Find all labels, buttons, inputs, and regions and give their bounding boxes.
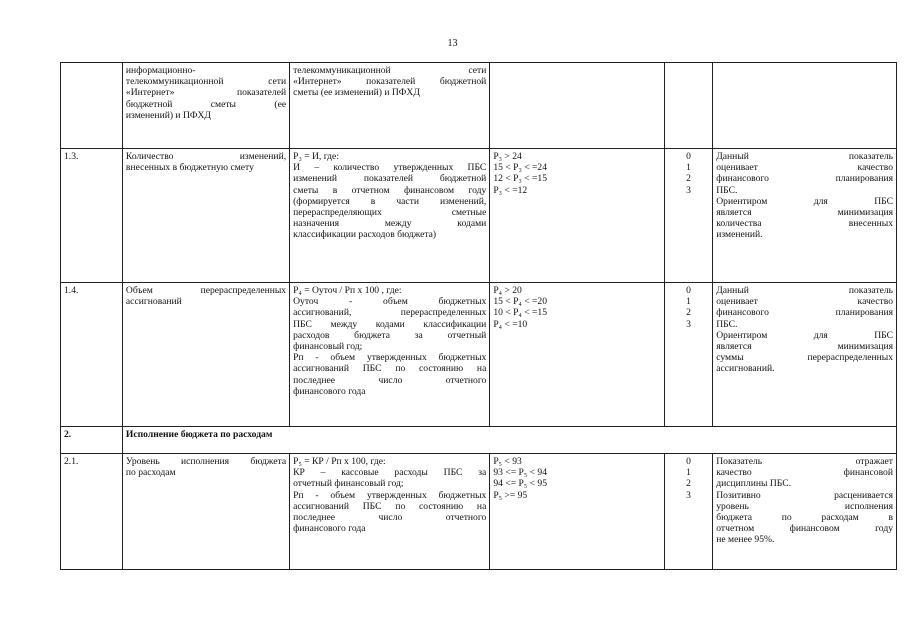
text-line: Позитивно расценивается <box>716 489 893 501</box>
section-header-row <box>61 427 897 454</box>
indicator-name-cell <box>122 454 289 570</box>
note-cell <box>713 454 897 570</box>
text-line: «Интернет» показателей бюджетной <box>293 76 487 88</box>
text-line: ассигнований ПБС по состоянию на <box>293 363 487 375</box>
text-line: не менее 95%. <box>716 534 775 546</box>
text-line: финансового планирования <box>716 307 893 319</box>
text-line: P₃ = И, где: <box>293 151 339 162</box>
text-line: P₅ < 93 <box>493 456 522 467</box>
text-line: классификации расходов бюджета) <box>293 229 437 241</box>
text-line: КР – кассовые расходы ПБС за <box>293 467 487 479</box>
text-line: Ориентиром для ПБС <box>716 195 893 207</box>
score-cell <box>664 283 713 427</box>
text-line: P₃ > 24 <box>493 151 522 162</box>
text-line: дисциплины ПБС. <box>716 478 791 490</box>
text-line: оценивает качество <box>716 162 893 174</box>
note-cell <box>713 63 897 149</box>
score-value: 3 <box>686 318 691 330</box>
text-line: внесенных в бюджетную смету <box>125 162 254 174</box>
table-row-1-4 <box>61 283 897 427</box>
text-line: ассигнований. <box>716 363 775 375</box>
text-line: P₄ = Оуточ / Рп х 100 , где: <box>293 285 402 296</box>
text-line: является минимизация <box>716 207 893 219</box>
section-number-cell: 2. <box>61 427 123 454</box>
table-row-1-3 <box>61 149 897 283</box>
score-value: 0 <box>686 456 691 467</box>
text-line: последнее число отчетного <box>293 374 487 386</box>
text-line: отчетном финансовом году <box>716 523 893 535</box>
text-line: P₃ < =12 <box>493 184 528 196</box>
text-line: назначения между кодами <box>293 218 487 230</box>
table-row-2-1 <box>61 454 897 570</box>
note-cell <box>713 149 897 283</box>
score-value: 0 <box>686 285 691 296</box>
text-line: Данный показатель <box>716 151 893 162</box>
text-line: 15 < P₃ < =24 <box>493 162 548 174</box>
text-line: уровень исполнения <box>716 500 893 512</box>
text-line: суммы перераспределенных <box>716 352 893 364</box>
formula-cell <box>290 63 490 149</box>
text-line: Рп - объем утвержденных бюджетных <box>293 489 487 501</box>
text-line: P₅ = КР / Рп х 100, где: <box>293 456 386 467</box>
text-line: изменений. <box>716 229 763 241</box>
score-value: 1 <box>686 162 691 174</box>
text-line: Объем перераспределенных <box>125 285 287 296</box>
row-number-cell: 1.3. <box>61 149 123 283</box>
text-line: расходов бюджета за отчетный <box>293 329 487 341</box>
text-line: Данный показатель <box>716 285 893 296</box>
text-line: ПБС. <box>716 318 738 330</box>
text-line: ПБС между кодами классификации <box>293 318 487 330</box>
text-line: сметы (ее изменений) и ПФХД <box>293 87 420 99</box>
indicator-name-cell <box>122 283 289 427</box>
score-value: 2 <box>686 307 691 319</box>
text-line: финансового планирования <box>716 173 893 185</box>
text-line: (формируется в части изменений, <box>293 195 487 207</box>
formula-cell <box>290 283 490 427</box>
text-line: Рп - объем утвержденных бюджетных <box>293 352 487 364</box>
text-line: 93 <= P₅ < 94 <box>493 467 548 479</box>
text-line: информационно- <box>125 65 196 76</box>
score-value: 0 <box>686 151 691 162</box>
text-line: телекоммуникационной сети <box>125 76 287 88</box>
range-cell <box>490 454 664 570</box>
text-line: финансового года <box>293 523 366 535</box>
text-line: 12 < P₃ < =15 <box>493 173 548 185</box>
score-cell <box>664 63 713 149</box>
text-line: «Интернет» показателей <box>125 87 287 99</box>
indicator-name-cell <box>122 149 289 283</box>
text-line: отчетный финансовый год; <box>293 478 404 490</box>
score-value: 1 <box>686 296 691 308</box>
text-line: телекоммуникационной сети <box>293 65 487 76</box>
range-cell <box>490 63 664 149</box>
range-cell <box>490 283 664 427</box>
score-value: 2 <box>686 478 691 490</box>
text-line: ассигнований ПБС по состоянию на <box>293 500 487 512</box>
score-value: 2 <box>686 173 691 185</box>
text-line: является минимизация <box>716 341 893 353</box>
text-line: P₅ >= 95 <box>493 489 528 501</box>
text-line: 15 < P₄ < =20 <box>493 296 548 308</box>
text-line: финансового года <box>293 385 366 397</box>
score-cell <box>664 454 713 570</box>
indicator-name-cell <box>122 63 289 149</box>
text-line: P₄ > 20 <box>493 285 522 296</box>
text-line: ПБС. <box>716 184 738 196</box>
text-line: 10 < P₄ < =15 <box>493 307 548 319</box>
text-line: 94 <= P₅ < 95 <box>493 478 548 490</box>
formula-cell <box>290 149 490 283</box>
text-line: последнее число отчетного <box>293 512 487 524</box>
score-value: 3 <box>686 489 691 501</box>
score-value: 1 <box>686 467 691 479</box>
text-line: финансовый год; <box>293 341 363 353</box>
score-cell <box>664 149 713 283</box>
row-number-cell: 2.1. <box>61 454 123 570</box>
text-line: И – количество утвержденных ПБС <box>293 162 487 174</box>
score-value: 3 <box>686 184 691 196</box>
text-line: качество финансовой <box>716 467 893 479</box>
text-line: P₄ < =10 <box>493 318 528 330</box>
table-row-continuation <box>61 63 897 149</box>
text-line: бюджетной сметы (ее <box>125 98 287 110</box>
text-line: Показатель отражает <box>716 456 893 467</box>
text-line: бюджета по расходам в <box>716 512 893 524</box>
criteria-table <box>60 62 897 570</box>
text-line: перераспределяющих сметные <box>293 207 487 219</box>
formula-cell <box>290 454 490 570</box>
row-number-cell <box>61 63 123 149</box>
text-line: Количество изменений, <box>125 151 287 162</box>
text-line: количества внесенных <box>716 218 893 230</box>
text-line: Ориентиром для ПБС <box>716 329 893 341</box>
text-line: ассигнований <box>125 296 182 308</box>
section-title-cell: Исполнение бюджета по расходам <box>122 427 896 454</box>
range-cell <box>490 149 664 283</box>
text-line: по расходам <box>125 467 176 479</box>
text-line: Уровень исполнения бюджета <box>125 456 287 467</box>
text-line: Оуточ - объем бюджетных <box>293 296 487 308</box>
text-line: оценивает качество <box>716 296 893 308</box>
text-line: изменений показателей бюджетной <box>293 173 487 185</box>
text-line: ассигнований, перераспределенных <box>293 307 487 319</box>
text-line: изменений) и ПФХД <box>125 109 211 121</box>
text-line: сметы в отчетном финансовом году <box>293 184 487 196</box>
row-number-cell: 1.4. <box>61 283 123 427</box>
note-cell <box>713 283 897 427</box>
page-number: 13 <box>447 38 458 49</box>
